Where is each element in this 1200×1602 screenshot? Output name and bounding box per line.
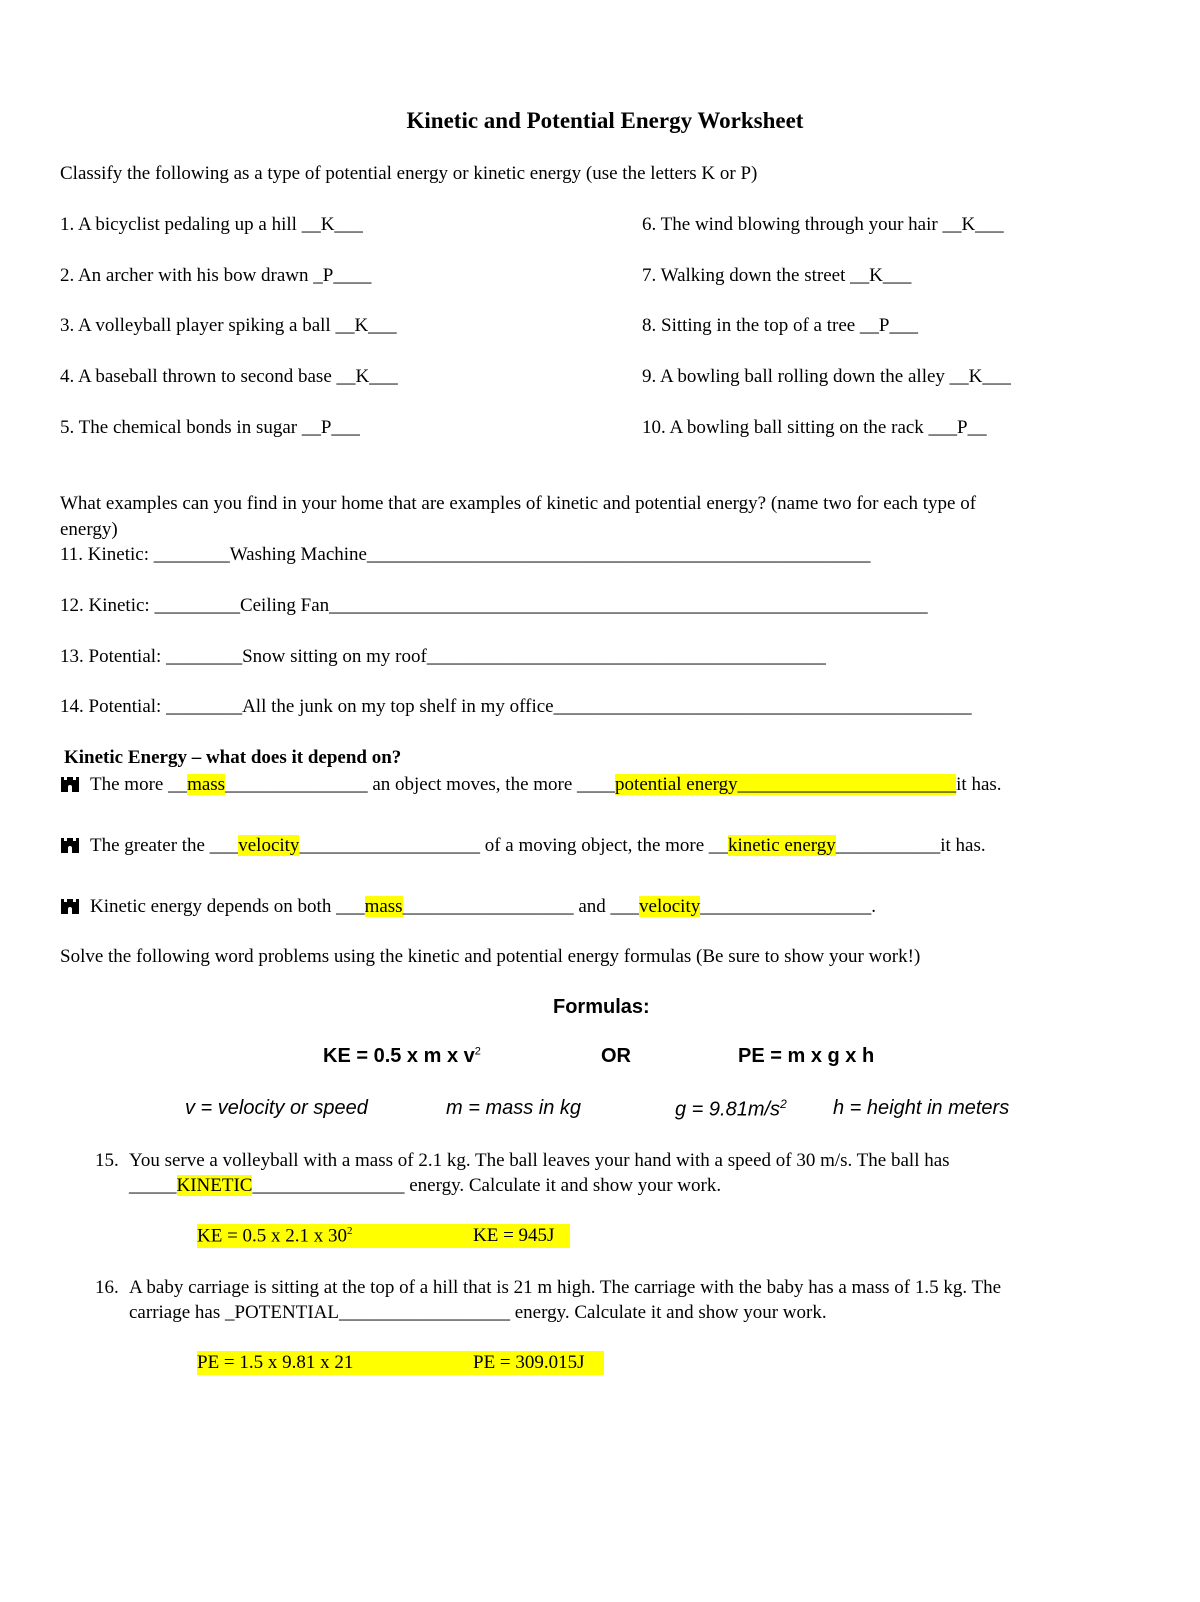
answer-kinetic-energy: kinetic energy	[727, 835, 836, 856]
home-answer-11	[60, 544, 871, 566]
classify-item-1: 1. A bicyclist pedaling up a hill __K___	[60, 214, 363, 235]
home-question-line1: What examples can you find in your home that are examples of kinetic and potential energy? (name two for each type of	[60, 493, 977, 514]
problem-15-answer-line	[129, 1175, 721, 1197]
blank-text: it has.	[940, 835, 986, 856]
blank-text: it has.	[956, 774, 1002, 795]
g-exponent: 2	[780, 1097, 787, 1111]
answer-velocity: velocity	[639, 896, 701, 917]
answer-blank: __________________________________________	[426, 646, 826, 667]
solve-instructions: Solve the following word problems using the kinetic and potential energy formulas (Be sure to show your work!)	[60, 946, 921, 967]
answer-blank-highlight: ____________________	[766, 774, 957, 795]
blank-text: __________________ and ___	[402, 896, 640, 917]
blank-text: The more __	[90, 774, 188, 795]
castle-bullet-icon	[60, 773, 80, 793]
classify-item-4: 4. A baseball thrown to second base __K___	[60, 366, 398, 387]
answer-mass: mass	[187, 774, 226, 795]
blank-text: ___________	[835, 835, 941, 856]
problem-16-result: PE = 309.015J	[473, 1352, 585, 1373]
castle-bullet-icon	[60, 895, 80, 915]
answer-text: All the junk on my top shelf in my office	[242, 696, 554, 717]
formulas-heading: Formulas:	[553, 996, 650, 1018]
classify-item-5: 5. The chemical bonds in sugar __P___	[60, 417, 360, 438]
m-definition: m = mass in kg	[446, 1097, 582, 1119]
ke-formula-text: KE = 0.5 x m x v	[323, 1045, 475, 1067]
blank-text: The greater the ___	[90, 835, 239, 856]
answer-label: 12. Kinetic:	[60, 595, 155, 616]
work-text: KE = 0.5 x 2.1 x 30	[197, 1225, 348, 1247]
classify-item-6: 6. The wind blowing through your hair __K___	[642, 214, 1004, 235]
home-answer-12	[60, 595, 928, 617]
answer-blank: _______________________________________________________________	[329, 595, 928, 616]
formula-or: OR	[601, 1045, 631, 1067]
answer-mass: mass	[364, 896, 403, 917]
h-definition: h = height in meters	[833, 1097, 1010, 1119]
home-answer-14	[60, 696, 972, 718]
ke-formula-exponent: 2	[474, 1045, 481, 1058]
pe-formula: PE = m x g x h	[738, 1045, 875, 1067]
answer-blank: ________	[153, 544, 230, 565]
answer-label: 14. Potential:	[60, 696, 167, 717]
answer-text: Snow sitting on my roof	[242, 646, 427, 667]
answer-text: Ceiling Fan	[239, 595, 330, 616]
v-definition: v = velocity or speed	[185, 1097, 368, 1119]
problem-16-work: PE = 1.5 x 9.81 x 21	[197, 1352, 354, 1373]
problem-16-text: A baby carriage is sitting at the top of a hill that is 21 m high. The carriage with the baby has a mass of 1.5 kg. The	[129, 1277, 1002, 1298]
blank-text: ________________ energy. Calculate it and show your work.	[252, 1175, 722, 1196]
answer-label: 13. Potential:	[60, 646, 167, 667]
blank-text: _____	[129, 1175, 177, 1196]
classify-instructions: Classify the following as a type of potential energy or kinetic energy (use the letters K or P)	[60, 163, 758, 184]
answer-blank: ________	[166, 646, 243, 667]
ke-bullet-1	[60, 773, 1002, 796]
problem-15-number: 15.	[95, 1150, 119, 1171]
classify-item-8: 8. Sitting in the top of a tree __P___	[642, 315, 919, 336]
classify-item-3: 3. A volleyball player spiking a ball __K___	[60, 315, 397, 336]
blank-text: _______________ an object moves, the more ____	[225, 774, 616, 795]
problem-16-answer-line: carriage has _POTENTIAL__________________ energy. Calculate it and show your work.	[129, 1302, 827, 1323]
blank-text: __________________.	[700, 896, 876, 917]
home-question-line2: energy)	[60, 519, 118, 540]
classify-item-7: 7. Walking down the street __K___	[642, 265, 912, 286]
answer-text: Washing Machine	[229, 544, 367, 565]
work-exponent: 2	[347, 1225, 353, 1237]
classify-item-2: 2. An archer with his bow drawn _P____	[60, 265, 372, 286]
castle-bullet-icon	[60, 834, 80, 854]
g-definition	[675, 1097, 787, 1122]
problem-15-result: KE = 945J	[473, 1225, 555, 1246]
problem-15-work	[197, 1225, 353, 1247]
answer-label: 11. Kinetic:	[60, 544, 154, 565]
home-answer-13	[60, 646, 826, 668]
answer-blank: _________	[154, 595, 240, 616]
blank-text: ___________________ of a moving object, the more __	[299, 835, 728, 856]
answer-blank: ____________________________________________	[553, 696, 972, 717]
answer-blank: _____________________________________________________	[367, 544, 871, 565]
classify-item-10: 10. A bowling ball sitting on the rack ___P__	[642, 417, 987, 438]
ke-formula	[323, 1045, 481, 1068]
answer-potential-energy: potential energy___	[615, 774, 767, 795]
ke-section-heading: Kinetic Energy – what does it depend on?	[64, 747, 402, 768]
classify-item-9: 9. A bowling ball rolling down the alley __K___	[642, 366, 1011, 387]
answer-kinetic: KINETIC	[176, 1175, 253, 1196]
page-title: Kinetic and Potential Energy Worksheet	[406, 108, 804, 133]
problem-15-text: You serve a volleyball with a mass of 2.1 kg. The ball leaves your hand with a speed of 30 m/s. The ball has	[129, 1150, 950, 1171]
blank-text: Kinetic energy depends on both ___	[90, 896, 365, 917]
ke-bullet-3	[60, 895, 876, 918]
answer-blank: ________	[166, 696, 243, 717]
ke-bullet-2	[60, 834, 986, 857]
problem-16-number: 16.	[95, 1277, 119, 1298]
g-definition-text: g = 9.81m/s	[675, 1098, 781, 1121]
answer-velocity: velocity	[238, 835, 300, 856]
